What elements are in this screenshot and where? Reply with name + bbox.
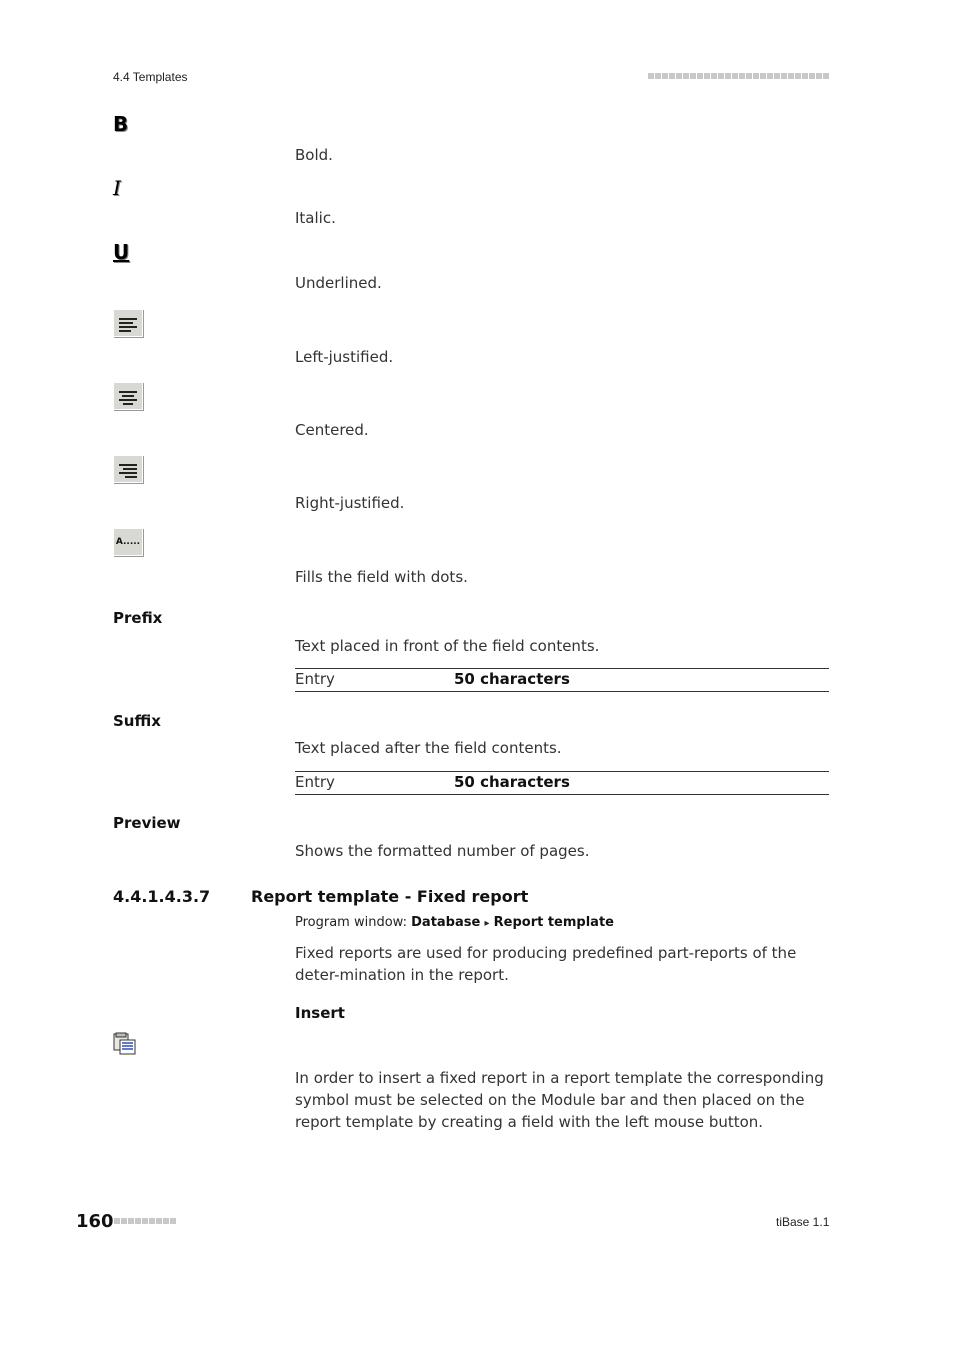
- section-number: 4.4.1.4.3.7: [113, 887, 211, 906]
- align-center-icon: [113, 382, 143, 410]
- italic-description: Italic.: [295, 209, 336, 227]
- align-center-description: Centered.: [295, 421, 369, 439]
- footer-decoration: [114, 1218, 176, 1224]
- suffix-entry-table: [295, 771, 829, 795]
- section-intro: Fixed reports are used for producing predefined part-reports of the deter-mination in the report.: [295, 944, 797, 984]
- insert-label: Insert: [295, 1004, 345, 1022]
- path-separator: ▸: [484, 918, 490, 929]
- path-report-template: Report template: [493, 915, 614, 930]
- page-number: 160: [76, 1211, 114, 1232]
- fixed-report-icon: [113, 1032, 137, 1056]
- prefix-entry-table: [295, 668, 829, 692]
- path-database: Database: [411, 915, 481, 930]
- preview-label: Preview: [113, 814, 181, 832]
- section-title: Report template - Fixed report: [251, 887, 529, 906]
- running-header: 4.4 Templates: [113, 70, 188, 84]
- fill-dots-description: Fills the field with dots.: [295, 568, 468, 586]
- align-right-description: Right-justified.: [295, 494, 405, 512]
- product-name: tiBase 1.1: [776, 1215, 830, 1229]
- underline-icon: U: [113, 240, 130, 264]
- suffix-entry-value: 50 characters: [454, 773, 570, 791]
- bold-icon: B: [113, 112, 129, 136]
- bold-description: Bold.: [295, 146, 333, 164]
- align-right-icon: [113, 455, 143, 483]
- program-window-label: Program window:: [295, 915, 407, 930]
- program-window-path: [295, 915, 614, 930]
- underline-description: Underlined.: [295, 274, 382, 292]
- suffix-label: Suffix: [113, 712, 161, 730]
- header-decoration: [648, 73, 829, 79]
- suffix-entry-label: Entry: [295, 773, 335, 791]
- prefix-entry-value: 50 characters: [454, 670, 570, 688]
- prefix-entry-label: Entry: [295, 670, 335, 688]
- prefix-label: Prefix: [113, 609, 163, 627]
- suffix-description: Text placed after the field contents.: [295, 739, 562, 757]
- prefix-description: Text placed in front of the field contents.: [295, 637, 600, 655]
- fill-dots-icon: A.....: [113, 528, 143, 556]
- align-left-icon: [113, 309, 143, 337]
- align-left-description: Left-justified.: [295, 348, 394, 366]
- italic-icon: I: [113, 176, 121, 200]
- preview-description: Shows the formatted number of pages.: [295, 842, 590, 860]
- insert-description: In order to insert a fixed report in a report template the corresponding symbol must be selected on the Module bar and then placed on the report template by creating a field with the left mouse button.: [295, 1069, 824, 1131]
